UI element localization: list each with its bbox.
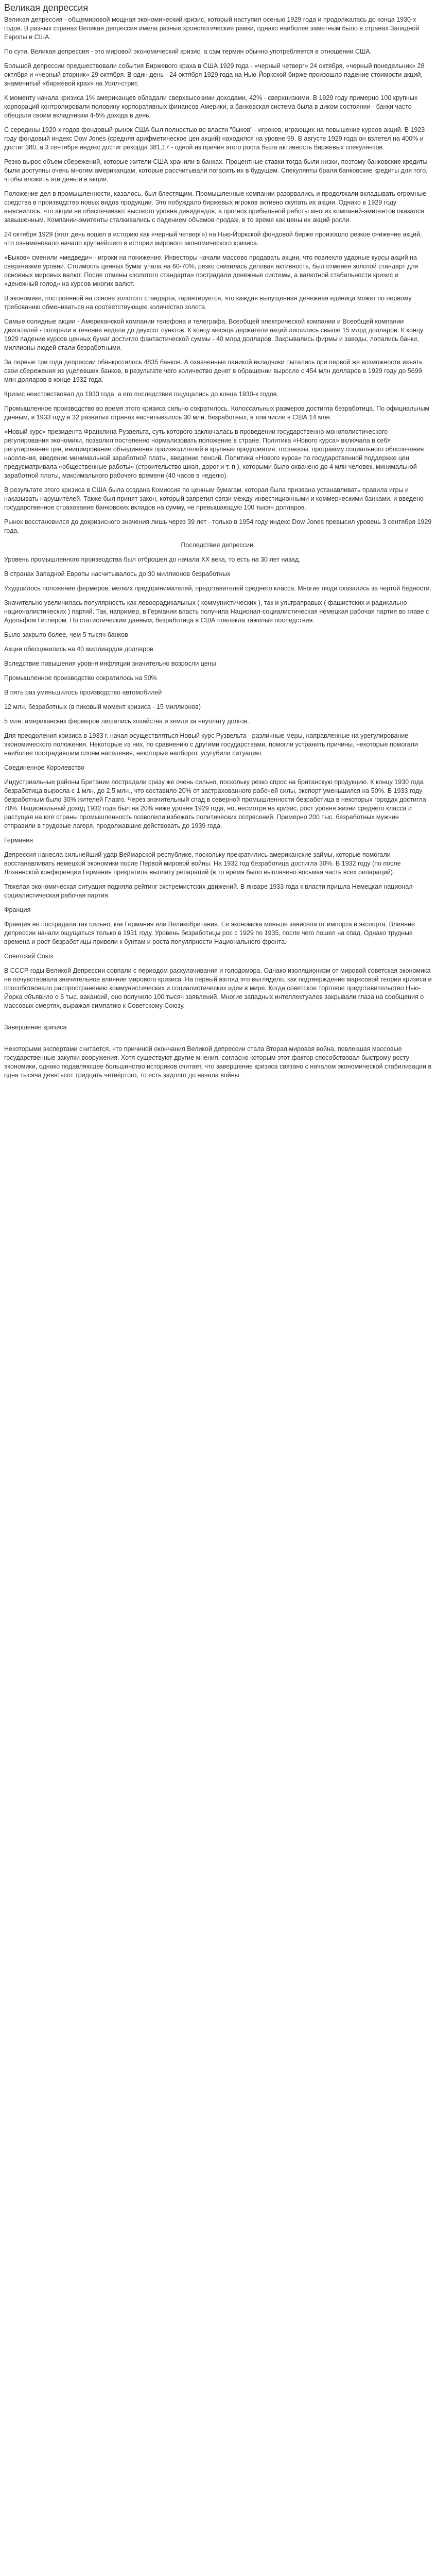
paragraph: В пять раз уменьшилось производство автомобилей <box>4 689 162 696</box>
paragraph: «Быков» сменили «медведи» - игроки на понижение. Инвесторы начали массово продавать акции, что повлекло ударные курсы акций на сверхнизкие уровни. Стоимость ценных бумаг упала на 60-70%, резко снизилась деловая активность, был отменен золотой стандарт для основных мировых валют. После отмены «золотого стандарта» пострадали денежные системы, а валютной стабильности кризис и «денежный голод» на курсов многих валют. <box>4 254 418 287</box>
paragraph: 5 млн. американских фермеров лишились хозяйства и земли за неуплату долгов. <box>4 718 249 725</box>
paragraph: Германия <box>4 837 33 844</box>
paragraph: Великая депрессия - общемировой мощная экономический кризис, который наступил осенью 1929 года и продолжалась до конца 1930-х годов. В разных странах Великая депрессия имела разные хронологические рамки, однако наиболее заметным было в странах Западной Европы и США. <box>4 16 420 41</box>
paragraph: Большой депрессии предшествовали события Биржевого краха в США 1929 года - «черный четверг» 24 октября, «черный понедельник» 28 октября и «черный вторник» 29 октября. В один день - 24 октября 1929 года на Нью-Йоркской бирже произошло падение стоимости акций, знаменитый «биржевой крах» на Уолл-стрит. <box>4 62 425 87</box>
paragraph: Было закрыто более, чем 5 тысяч банков <box>4 631 128 638</box>
paragraph: В экономике, построенной на основе золотого стандарта, гарантируется, что каждая выпущенная денежная единица может по первому требованию обмениваться на соответствующее количество золота. <box>4 295 412 311</box>
paragraph: «Новый курс» президента Франклина Рузвельта, суть которого заключалась в проведении государственно-монополистического регулирования экономики, позволил постепенно нормализовать положение в стране. Политика «Нового курса» включала в себя регулирование цен, инициирование объединения производителей в крупные предприятия, госзаказы, программу социального обеспечения населения, введение минимальной заработной платы, введение пенсий. Политика «Нового курса» по государственной поддержке цен предусматривала «общественные работы» (строительство школ, дорог и т. п.), которыми было охвачено до 4 млн человек, минимальной заработной платы, максимального рабочего времени (40 часов в неделю). <box>4 428 424 479</box>
paragraph: Уровень промышленного производства был отброшен до начала XX века, то есть на 30 лет назад. <box>4 556 301 563</box>
paragraph: Промышленное производство во время этого кризиса сильно сократилось. Колоссальных размеров достигла безработица. По официальным данным, в 1933 году в 32 развитых странах насчитывалось 30 млн. безработных, в том числе в США 14 млн. <box>4 405 430 421</box>
spacer <box>4 1016 432 1023</box>
paragraph: К моменту начала кризиса 1% американцев обладали сверхвысокими доходами, 42% - сверхнизкими. В 1929 году примерно 100 крупных корпораций контролировали половину корпоративных финансов Америки, а банковская система была в диком состоянии - банки часто обещали своим вкладчикам 4-5% дохода в день. <box>4 94 418 119</box>
section-heading: Последствия депрессии. <box>181 541 255 549</box>
paragraph: По сути, Великая депрессия - это мировой экономический кризис, а сам термин обычно употребляется в отношении США. <box>4 48 372 55</box>
paragraph: Значительно увеличилась популярность как левоорадикальных ( коммунистических ), так и ультраправых ( фашистских и радикально - националистических ) партий. Так, например, в Германии власть получила Национал-социалистическая немецкая рабочая партия во главе с Адольфом Гитлером. По статистическим данным, безработица в США повлекла тяжелые последствия. <box>4 599 429 624</box>
paragraph: За первые три года депрессии обанкротилось 4835 банков. А охваченные паникой вкладчики пытались при первой же возможности изъять свои сбережения из уцелевших банков, в результате чего количество денег в обращении выросло с 454 млн долларов в 1929 году до 5699 млн долларов в конце 1932 года. <box>4 359 423 383</box>
paragraph: 24 октября 1929 (этот день вошел в историю как «черный четверг») на Нью-Йоркской фондовой бирже произошло резкое снижение акций, что ознаменовало начало крупнейшего в истории мирового экономического кризиса. <box>4 231 422 247</box>
paragraph: Для преодоления кризиса в 1933 г. начал осуществляться Новый курс Рузвельта - различные меры, направленные на урегулирование экономического положения. Некоторые из них, по сравнению с другими государствами, помогли устранить причины, некоторые помогали наиболее пострадавшим слоям населения, некоторые наоборот, усугубили ситуацию. <box>4 732 418 757</box>
paragraph: В странах Западной Европы насчитывалось до 30 миллионов безработных <box>4 570 231 578</box>
page-title: Великая депрессия <box>4 3 89 13</box>
paragraph: Ухудшилось положение фермеров, мелких предпринимателей, представителей среднего класса. Многие люди оказались за чертой бедности. <box>4 585 431 592</box>
paragraph: Рынок восстановился до докризисного значения лишь через 39 лет - только в 1954 году индекс Dow Jones превысил уровень 3 сентября 1929 года. <box>4 518 432 534</box>
paragraph: 12 млн. безработных (в пиковый момент кризиса - 15 миллионов) <box>4 703 201 710</box>
paragraph: Франция <box>4 906 31 913</box>
paragraph: Кризис неистовствовал до 1933 года, а его последствия ощущались до конца 1930-х годов. <box>4 391 278 398</box>
paragraph: В СССР годы Великой Депрессии совпали с периодом раскулачивания и голодомора. Однако изоляционизм от мировой советская экономика не почувствовала значительное влияние мирового кризиса. На первый взгляд это выглядело, как подтверждение марксовой теории кризиса и способствовало распространению коммунистических и социалистических идеи в мире. Когда советское торговое представительство Нью-Йорка объявило о 6 тыс. вакансий, оно получило 100 тысяч заявлений. Многие западных интеллектуалов закрывали глаза на сообщения о массовых смертях, выражая симпатию к Советскому Союзу. <box>4 967 432 1009</box>
paragraph: С середины 1920-х годов фондовый рынок США был полностью во власти "быков" - игроков, играющих на повышение курсов акций. В 1923 году фондовый индекс Dow Jones (средняя арифметическое цен акций) находился на уровне 99. В августе 1929 года он взлетел на 400% и достиг 380, а 3 сентября индекс достиг рекорда 381,17 - одной из причин этого роста была активность биржевых спекулянтов. <box>4 126 425 151</box>
spacer <box>4 1038 432 1045</box>
paragraph: Промышленное производство сократилось на 50% <box>4 674 157 682</box>
paragraph: Положение дел в промышленности, казалось, был блестящим. Промышленные компании разорвались и продолжали вкладывать огромные средства в производство новых видов продукции. Это побуждало биржевых игроков активно скупать их акции. Однако в 1929 году выяснилось, что акции не обеспечивают высокого уровня дивидендов, а прогноз прибыльной работы многих компаний-эмитентов оказался завышенным. Компании-эмитенты сталкивались с падением объемов продаж, в то время как цены их акций росли. <box>4 190 427 224</box>
paragraph: Вследствие повышения уровня инфляции значительно возросли цены <box>4 660 216 667</box>
article-body <box>4 15 432 1080</box>
paragraph: Акции обесценились на 40 миллиардов долларов <box>4 646 153 653</box>
paragraph: В результате этого кризиса в США была создана Комиссия по ценным бумагам, которая была призвана устанавливать правила игры и наказывать нарушителей. Также был принят закон, который запретил связи между инвестиционными и коммерческими банками, и введено государственное страхование банковских вкладов на сумму, не превышающую 100 тысяч долларов. <box>4 486 424 511</box>
paragraph: Завершение кризиса <box>4 1024 67 1031</box>
paragraph: Резко вырос объем сбережений, которые жители США хранили в банках. Процентные ставки тогда были низки, поэтому банковские кредиты были доступны очень многим американцам, которые рассчитывали погасить их в будущем. Спекулянты брали банковские кредиты для того, чтобы вложить эти деньги в акции. <box>4 158 428 183</box>
paragraph: Самые солидные акции - Американской компании телефона и телеграфа, Всеобщей электрической компании и Всеобщей компании двигателей - потеряли в течение недели до двухсот пунктов. К концу месяца держатели акций лишились свыше 15 млрд долларов. К концу 1929 падение курсов ценных бумаг достигло фантастической суммы - 40 млрд долларов. Закрывались фирмы и заводы, лопались банки, миллионы людей стали безработными. <box>4 318 424 351</box>
paragraph: Соединенное Королевство <box>4 764 85 771</box>
paragraph: Индустриальные районы Британии пострадали сразу же очень сильно, поскольку резко спрос на британскую продукцию. К концу 1930 года безработица выросла с 1 млн. до 2,5 млн., что составило 20% от застрахованного рабочей силы, экспорт уменьшился на 50%. В 1933 году безработным было 30% жителей Глазго. Через значительный спад в северной промышленности безработица в некоторых городах достигла 70%. Национальный доход 1932 года был на 20% ниже уровня 1929 года, но, несмотря на кризис, рост уровня жизни среднего класса и растущая на юге страны промышленность позволили избежать политических потрясений. Примерно 200 тыс. безработных мужчин отправили в трудовые лагеря, продолжавшие действовать до 1939 года. <box>4 778 426 829</box>
paragraph: Франция не пострадала так сильно, как Германия или Великобритания. Ее экономика меньше зависела от импорта и экспорта. Влияние депрессии начали ощущаться только в 1931 году. Уровень безработицы рос с 1929 по 1935, после чего пошел на спад. Однако трудные времена и рост безработицы привели к бунтам и роста популярности Национального фронта. <box>4 921 415 945</box>
paragraph: Некоторыми экспертами считается, что причиной окончания Великой депрессии стала Вторая мировая война, повлекшая массовые государственные закупки вооружения. Хотя существуют другие мнения, согласно которым этот фактор способствовал быстрому росту экономики, однако подавляющее большинство историков считает, что завершение кризиса связано с началом экономической стабилизации в одна тысяча девятьсот тридцать четвёртого, то есть задолго до начала войны. <box>4 1045 432 1079</box>
paragraph: Советский Союз <box>4 953 53 960</box>
article <box>0 0 436 1080</box>
paragraph: Депрессия нанесла сильнейший удар Веймарской республике, поскольку прекратились американские займы, которые помогали восстанавливать немецкой экономики после Первой мировой войны. На 1932 год безработица достигла 30%. В 1932 году (по после Лозаннской конференции Германия прекратила выплату репараций (в то время было выплачено восьмая часть всех репараций). <box>4 851 401 876</box>
paragraph: Тяжелая экономическая ситуация подняла рейтинг экстремистских движений. В январе 1933 года к власти пришла Немецкая национал-социалистическая рабочая партия. <box>4 883 415 899</box>
